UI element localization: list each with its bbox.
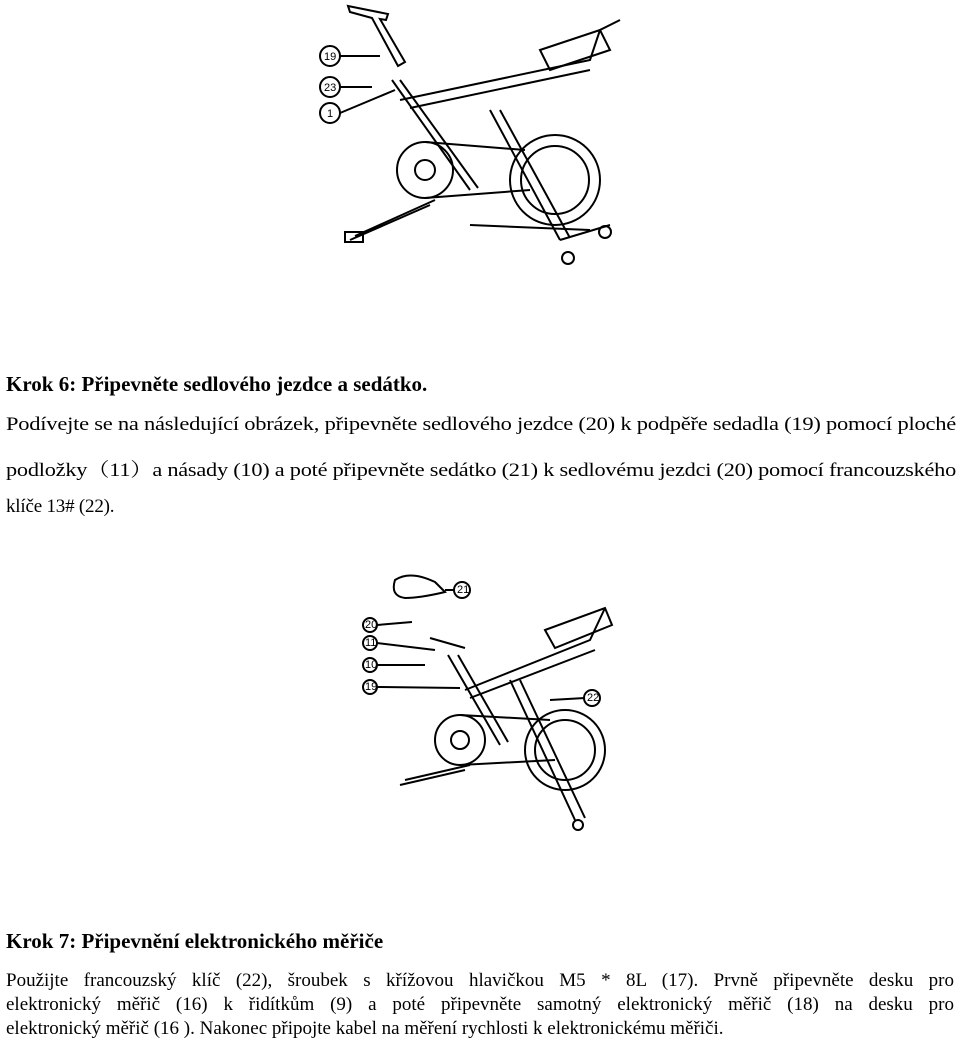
step7-heading: Krok 7: Připevnění elektronického měřiče <box>6 929 384 953</box>
callout-21: 21 <box>457 584 470 596</box>
callout-1: 1 <box>327 108 334 120</box>
step6-line: klíče 13# (22). <box>6 496 115 517</box>
callout-10: 10 <box>365 659 378 671</box>
bike-diagram-saddle <box>350 570 620 835</box>
callout-19: 19 <box>324 51 337 63</box>
callout-11: 11 <box>365 637 377 649</box>
callout-22: 22 <box>587 692 600 704</box>
bike-diagram-seat-post <box>300 0 630 270</box>
step7-line: Použijte francouzský klíč (22), šroubek s křížovou hlavičkou M5 * 8L (17). Prvně připevněte desku pro <box>6 970 954 991</box>
step6-line: podložky（11）a násady (10) a poté připevněte sedátko (21) k sedlovému jezdci (20) pomocí francouzského <box>6 460 957 481</box>
callout-20: 20 <box>365 619 378 631</box>
callout-23: 23 <box>324 82 337 94</box>
step7-paragraph <box>6 969 954 1041</box>
step6-heading: Krok 6: Připevněte sedlového jezdce a sedátko. <box>6 372 428 396</box>
step7-line: elektronický měřič (16) k řidítkům (9) a poté připevněte samotný elektronický měřič (18) na desku pro <box>6 994 954 1015</box>
step6-line: Podívejte se na následující obrázek, připevněte sedlového jezdce (20) k podpěře sedadla (19) pomocí ploché <box>6 414 956 435</box>
step7-line: elektronický měřič (16 ). Nakonec připojte kabel na měření rychlosti k elektronickému měřiči. <box>6 1018 724 1039</box>
callout-19: 19 <box>365 681 378 693</box>
